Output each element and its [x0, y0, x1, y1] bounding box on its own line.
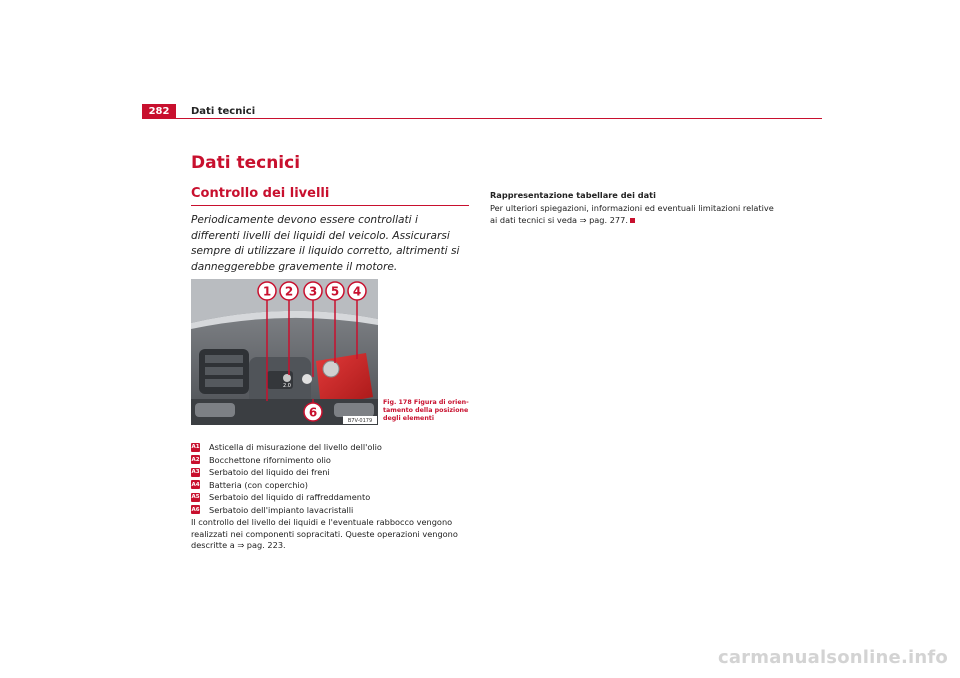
right-body-text: Per ulteriori spiegazioni, informazioni ed eventuali limitazioni relative ai dati tecnici si veda ⇒ pag. 277. — [490, 203, 774, 225]
legend-text: Batteria (con coperchio) — [209, 479, 308, 490]
legend-badge: A3 — [191, 469, 200, 476]
page-number: 282 — [142, 104, 176, 119]
callout-6: 6 — [308, 405, 318, 420]
right-body-paragraph — [490, 203, 780, 226]
legend-text: Bocchettone rifornimento olio — [209, 454, 331, 465]
legend-item — [191, 441, 481, 454]
legend-badge: A5 — [191, 494, 200, 501]
callout-2: 2 — [284, 284, 294, 299]
legend-badge: A4 — [191, 481, 200, 488]
legend-text: Serbatoio del liquido di raffreddamento — [209, 492, 371, 503]
watermark: carmanualsonline.info — [717, 647, 948, 668]
legend-list — [191, 441, 481, 516]
right-subhead: Rappresentazione tabellare dei dati — [490, 190, 656, 200]
legend-badge: A1 — [191, 444, 200, 451]
legend-text: Serbatoio del liquido dei freni — [209, 467, 330, 478]
chapter-title: Dati tecnici — [191, 153, 301, 173]
legend-item — [191, 454, 481, 467]
legend-badge: A2 — [191, 456, 200, 463]
intro-text: Periodicamente devono essere controllati i differenti livelli dei liquidi del veicolo. Assicurarsi sempre di utilizzare il liquido corretto, altrimenti si danneggerebbe gravemente il motore. — [191, 214, 460, 273]
engine-badge: 2.0 — [283, 383, 291, 389]
legend-badge: A6 — [191, 506, 200, 513]
engine-bay-illustration — [191, 279, 378, 425]
running-head: Dati tecnici — [191, 106, 256, 117]
left-body-text: Il controllo del livello dei liquidi e l'eventuale rabbocco vengono realizzati nei componenti sopracitati. Queste operazioni vengono descritte a ⇒ pag. 223. — [191, 517, 458, 550]
figure-caption: Fig. 178 Figura di orien-tamento della posizione degli elementi — [383, 399, 469, 422]
callout-5: 5 — [330, 284, 340, 299]
legend-text: Asticella di misurazione del livello dell'olio — [209, 442, 382, 453]
legend-item — [191, 504, 481, 517]
callout-1: 1 — [262, 284, 272, 299]
end-of-section-icon — [630, 218, 635, 223]
callout-3: 3 — [308, 284, 318, 299]
callout-4: 4 — [352, 284, 362, 299]
figure-code: B7V-0179 — [347, 418, 373, 424]
section-title: Controllo dei livelli — [191, 186, 330, 201]
legend-item — [191, 491, 481, 504]
legend-item — [191, 466, 481, 479]
legend-item — [191, 479, 481, 492]
legend-text: Serbatoio dell'impianto lavacristalli — [209, 504, 354, 515]
section-rule — [191, 205, 469, 206]
engine-figure — [191, 279, 378, 425]
